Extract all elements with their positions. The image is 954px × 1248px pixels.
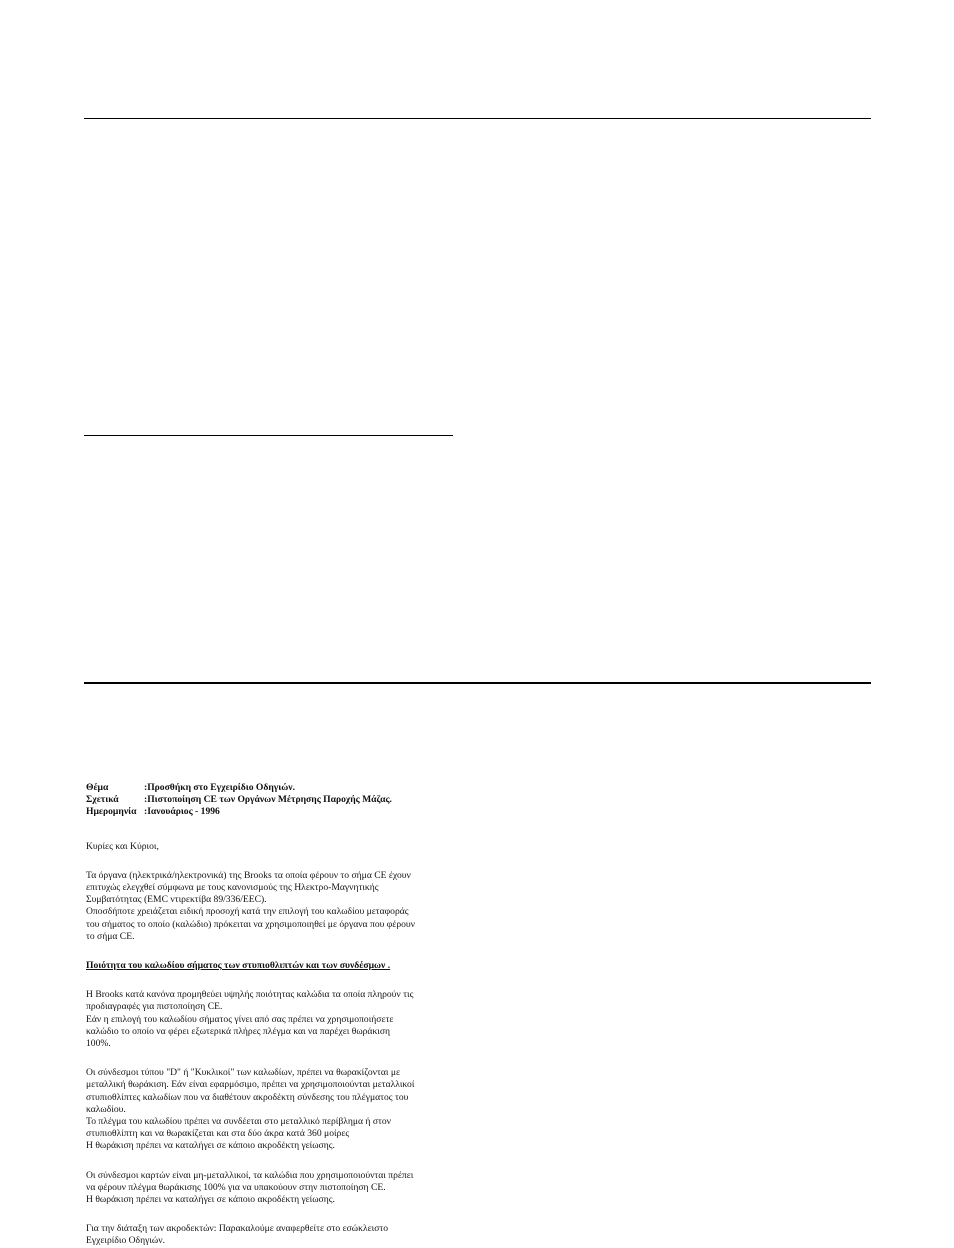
paragraph-line: Το πλέγμα του καλωδίου πρέπει να συνδέεται στο μεταλλικό περίβλημα ή στον: [86, 1116, 392, 1128]
paragraph-card-connectors: [86, 1170, 426, 1207]
paragraph-line: στυπιοθλίπτη και να θωρακίζεται και στα δύο άκρα κατά 360 μοίρες: [86, 1128, 350, 1140]
paragraph-line: Για την διάταξη των ακροδεκτών: Παρακαλούμε αναφερθείτε στο εσώκλειστο: [86, 1223, 389, 1235]
paragraph-line: Συμβατότητας (EMC ντιρεκτίβα 89/336/EEC).: [86, 894, 267, 906]
paragraph-line: προδιαγραφές για πιστοποίηση CE.: [86, 1001, 223, 1013]
date-value: :Ιανουάριος - 1996: [144, 806, 220, 818]
regarding-label: Σχετικά: [86, 794, 119, 806]
regarding-row: [86, 794, 426, 806]
paragraph-line: επιτυχώς ελεγχθεί σύμφωνα με τους κανονισμούς της Ηλεκτρο-Μαγνητικής: [86, 882, 379, 894]
regarding-value: :Πιστοποίηση CE των Οργάνων Μέτρησης Παροχής Μάζας.: [144, 794, 392, 806]
section-heading: Ποιότητα του καλωδίου σήματος των στυπιοθλιπτών και των συνδέσμων .: [86, 960, 391, 972]
paragraph-line: να φέρουν πλέγμα θωράκισης 100% για να υπακούουν στην πιστοποίηση CE.: [86, 1181, 386, 1193]
paragraph-line: Η θωράκιση πρέπει να καταλήγει σε κάποιο ακροδέκτη γείωσης.: [86, 1140, 335, 1152]
paragraph-line: Εάν η επιλογή του καλωδίου σήματος γίνει από σας πρέπει να χρησιμοποιήσετε: [86, 1013, 394, 1025]
salutation: Κυρίες και Κύριοι,: [86, 840, 159, 852]
paragraph-line: Τα όργανα (ηλεκτρικά/ηλεκτρονικά) της Brooks τα οποία φέρουν το σήμα CE έχουν: [86, 869, 411, 881]
paragraph-line: καλωδίου.: [86, 1103, 126, 1115]
paragraph-line: Οι σύνδεσμοι τύπου "D" ή "Κυκλικοί" των καλωδίων, πρέπει να θωρακίζονται με: [86, 1067, 401, 1079]
paragraph-line: Η θωράκιση πρέπει να καταλήγει σε κάποιο ακροδέκτη γείωσης.: [86, 1194, 335, 1206]
paragraph-line: Οι σύνδεσμοι καρτών είναι μη-μεταλλικοί, τα καλώδια που χρησιμοποιούνται πρέπει: [86, 1169, 414, 1181]
paragraph-terminals: [86, 1223, 426, 1247]
subject-value: :Προσθήκη στο Εγχειρίδιο Οδηγιών.: [144, 782, 295, 793]
paragraph-line: Εγχειρίδιο Οδηγιών.: [86, 1235, 165, 1247]
paragraph-line: στυπιοθλίπτες καλωδίων που να διαθέτουν ακροδέκτη σύνδεσης του πλέγματος του: [86, 1091, 409, 1103]
date-label: Ημερομηνία: [86, 806, 137, 818]
paragraph-connectors: [86, 1067, 426, 1152]
paragraph-line: το σήμα CE.: [86, 930, 135, 942]
paragraph-line: μεταλλική θωράκιση. Εάν είναι εφαρμόσιμο, πρέπει να χρησιμοποιούνται μεταλλικοί: [86, 1079, 415, 1091]
paragraph-line: καλώδιο το οποίο να φέρει εξωτερικά πλήρες πλέγμα και να παρέχει θωράκιση: [86, 1025, 391, 1037]
paragraph-cable-quality: [86, 989, 426, 1050]
paragraph-line: Οποσδήποτε χρειάζεται ειδική προσοχή κατά την επιλογή του καλωδίου μεταφοράς: [86, 906, 409, 918]
letter-body: [86, 782, 426, 1248]
horizontal-rule-top: [84, 118, 871, 119]
subject-row: [86, 782, 426, 794]
paragraph-line: Η Brooks κατά κανόνα προμηθεύει υψηλής ποιότητας καλώδια τα οποία πληρούν τις: [86, 989, 414, 1001]
paragraph-line: 100%.: [86, 1038, 111, 1050]
subject-label: Θέμα: [86, 782, 109, 793]
paragraph-intro: [86, 870, 426, 943]
paragraph-line: του σήματος το οποίο (καλώδιο) πρόκειται να χρησιμοποιηθεί με όργανα που φέρουν: [86, 918, 416, 930]
horizontal-rule-bottom: [84, 682, 871, 684]
horizontal-rule-middle: [84, 435, 453, 436]
date-row: [86, 806, 426, 818]
